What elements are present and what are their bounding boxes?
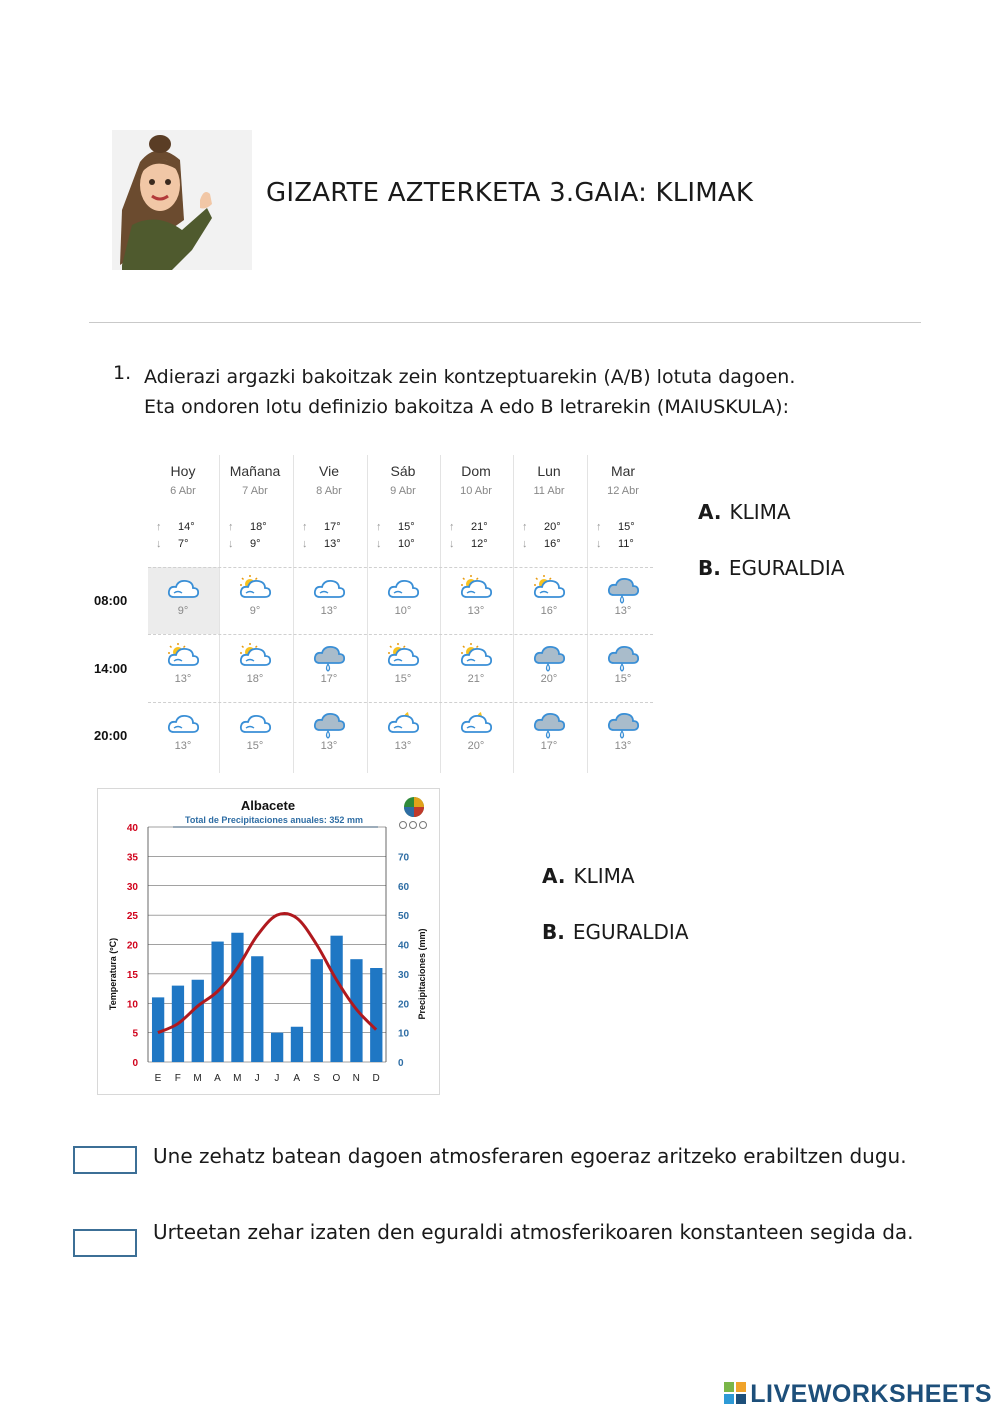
page-title: GIZARTE AZTERKETA 3.GAIA: KLIMAK [266,178,754,208]
rain-cloud-icon [606,709,640,739]
option-a-top [698,500,791,524]
forecast-cell [220,705,290,767]
max-temp: 17° [324,521,341,533]
min-temp: 7° [178,538,189,550]
max-temp: 20° [544,521,561,533]
precipitation-bar [370,968,382,1062]
option-letter: B. [698,556,721,580]
option-b-bottom [542,920,689,944]
rain-cloud-icon [532,709,566,739]
precipitation-bar [211,942,223,1062]
hour-temp: 20° [467,740,485,752]
precipitation-bar [192,980,204,1062]
max-temp: 21° [471,521,488,533]
forecast-day-header [441,463,511,497]
cloud-icon [166,574,200,604]
climate-chart-svg [98,789,439,1094]
forecast-cell [588,638,658,700]
y-tick-label: 20 [126,940,138,952]
min-arrow-icon: ↓ [596,538,602,550]
chart-ylabel: Temperatura (ºC) [108,937,118,1011]
precipitation-bar [271,1033,283,1062]
day-date: 9 Abr [390,485,416,497]
x-tick-label: A [293,1073,301,1084]
cloud-icon [312,574,346,604]
precipitation-bar [251,956,263,1062]
precipitation-bar [231,933,243,1062]
x-tick-label: F [174,1073,181,1084]
day-name: Hoy [170,463,196,479]
sun-cloud-icon [386,642,420,672]
question-line-1: Adierazi argazki bakoitzak zein kontzeptuarekin (A/B) lotuta dagoen. [144,366,796,388]
max-temp: 15° [398,521,415,533]
y2-tick-label: 0 [398,1058,404,1069]
day-date: 8 Abr [316,485,342,497]
y2-tick-label: 20 [398,999,410,1011]
max-arrow-icon: ↑ [449,521,455,533]
sun-cloud-icon [532,574,566,604]
precipitation-bar [311,959,323,1062]
hour-temp: 9° [177,605,189,617]
x-tick-label: J [274,1073,280,1084]
x-tick-label: N [352,1073,360,1084]
y2-tick-label: 60 [398,881,410,893]
rain-cloud-icon [532,642,566,672]
option-letter: A. [698,500,722,524]
hour-temp: 13° [467,605,485,617]
question-number: 1. [113,362,132,384]
forecast-day-header [514,463,584,497]
day-name: Lun [537,463,561,479]
y2-tick-label: 30 [398,969,410,981]
day-name: Mar [610,463,636,479]
max-arrow-icon: ↑ [156,521,162,533]
hour-temp: 13° [394,740,412,752]
max-arrow-icon: ↑ [376,521,382,533]
forecast-day-header [368,463,438,497]
option-letter: B. [542,920,565,944]
forecast-cell [148,570,218,632]
hour-temp: 15° [394,673,412,685]
forecast-cell [514,638,584,700]
hour-temp: 13° [174,673,192,685]
forecast-cell [220,570,290,632]
hour-temp: 17° [320,673,338,685]
forecast-cell [294,638,364,700]
y-tick-label: 10 [126,999,138,1011]
chart-y2label: Precipitaciones (mm) [417,928,427,1020]
hour-temp: 13° [614,605,632,617]
day-date: 11 Abr [533,485,565,497]
hour-temp: 13° [614,740,632,752]
moon-cloud-icon [459,709,493,739]
option-a-bottom [542,864,635,888]
day-temps [368,521,438,555]
min-arrow-icon: ↓ [522,538,528,550]
hour-temp: 13° [174,740,192,752]
row-divider [148,567,653,568]
y-tick-label: 30 [126,881,138,893]
min-arrow-icon: ↓ [156,538,162,550]
hour-temp: 15° [614,673,632,685]
forecast-cell [294,570,364,632]
question-line-2: Eta ondoren lotu definizio bakoitza A edo B letrarekin (MAIUSKULA): [144,396,789,418]
y-tick-label: 25 [126,911,138,923]
cloud-icon [238,709,272,739]
forecast-cell [368,705,438,767]
x-tick-label: S [313,1073,320,1084]
day-date: 7 Abr [242,485,268,497]
forecast-cell [514,705,584,767]
row-divider [148,702,653,703]
forecast-cell [588,705,658,767]
max-arrow-icon: ↑ [522,521,528,533]
time-label: 20:00 [94,728,128,743]
max-arrow-icon: ↑ [228,521,234,533]
day-date: 6 Abr [170,485,196,497]
sun-cloud-icon [238,642,272,672]
day-date: 12 Abr [607,485,639,497]
x-tick-label: A [214,1073,221,1084]
forecast-cell [441,638,511,700]
sun-cloud-icon [459,642,493,672]
forecast-cell [514,570,584,632]
forecast-day-header [588,463,658,497]
day-name: Dom [461,463,491,479]
hour-temp: 18° [246,673,264,685]
option-label: EGURALDIA [728,556,845,580]
x-tick-label: J [254,1073,260,1084]
temperature-line [158,913,376,1032]
day-temps [148,521,218,555]
chart-title: Albacete [240,798,296,813]
forecast-cell [294,705,364,767]
definition-2: Urteetan zehar izaten den eguraldi atmosferikoaren konstanteen segida da. [153,1220,914,1244]
y2-tick-label: 10 [398,1028,410,1040]
day-temps [588,521,658,555]
forecast-day-header [148,463,218,497]
x-tick-label: M [233,1073,242,1084]
precipitation-bar [291,1027,303,1062]
rain-cloud-icon [312,709,346,739]
sun-cloud-icon [238,574,272,604]
forecast-cell [588,570,658,632]
min-temp: 16° [544,538,561,550]
max-temp: 15° [618,521,635,533]
precipitation-bar [330,936,342,1062]
y-tick-label: 35 [126,852,138,864]
x-tick-label: O [332,1073,341,1084]
row-divider [148,634,653,635]
hour-temp: 10° [394,605,412,617]
min-temp: 9° [250,538,261,550]
y2-tick-label: 70 [398,852,410,864]
day-temps [294,521,364,555]
chart-subtitle: Total de Precipitaciones anuales: 352 mm [185,815,363,825]
avatar [112,130,252,270]
liveworksheets-logo [724,1380,992,1409]
cloud-icon [166,709,200,739]
hour-temp: 13° [320,740,338,752]
min-temp: 12° [471,538,488,550]
y-tick-label: 0 [132,1058,138,1069]
max-arrow-icon: ↑ [302,521,308,533]
time-label: 08:00 [94,593,128,608]
max-arrow-icon: ↑ [596,521,602,533]
option-label: KLIMA [573,864,635,888]
day-temps [514,521,584,555]
forecast-cell [148,705,218,767]
rain-cloud-icon [606,642,640,672]
day-temps [441,521,511,555]
min-arrow-icon: ↓ [228,538,234,550]
max-temp: 18° [250,521,267,533]
y2-tick-label: 50 [398,911,410,923]
y-tick-label: 40 [126,823,138,834]
option-letter: A. [542,864,566,888]
min-temp: 13° [324,538,341,550]
min-temp: 11° [618,538,634,550]
cloud-icon [386,574,420,604]
day-name: Sáb [390,463,416,479]
forecast-cell [441,705,511,767]
sun-cloud-icon [459,574,493,604]
definition-1: Une zehatz batean dagoen atmosferaren egoeraz aritzeko erabiltzen dugu. [153,1144,907,1168]
day-name: Mañana [229,463,281,479]
divider [89,322,921,323]
forecast-cell [368,638,438,700]
option-label: EGURALDIA [572,920,689,944]
question-text [144,362,934,422]
option-b-top [698,556,845,580]
climate-chart [97,788,440,1095]
forecast-cell [148,638,218,700]
y-tick-label: 15 [126,969,138,981]
hour-temp: 15° [246,740,264,752]
x-tick-label: M [193,1073,202,1084]
hour-temp: 20° [540,673,558,685]
forecast-cell [220,638,290,700]
answer-box-1[interactable] [73,1146,137,1174]
forecast-cell [441,570,511,632]
day-date: 10 Abr [460,485,492,497]
hour-temp: 17° [540,740,558,752]
weather-forecast-table [88,455,658,775]
min-temp: 10° [398,538,415,550]
moon-cloud-icon [386,709,420,739]
option-label: KLIMA [729,500,791,524]
forecast-cell [368,570,438,632]
chart-logo-icon [404,797,424,817]
y2-tick-label: 40 [398,940,410,952]
answer-box-2[interactable] [73,1229,137,1257]
license-icons [400,822,427,829]
rain-cloud-icon [606,574,640,604]
min-arrow-icon: ↓ [376,538,382,550]
min-arrow-icon: ↓ [449,538,455,550]
hour-temp: 9° [249,605,261,617]
forecast-day-header [294,463,364,497]
day-name: Vie [319,463,339,479]
min-arrow-icon: ↓ [302,538,308,550]
y-tick-label: 5 [132,1028,138,1040]
hour-temp: 16° [540,605,558,617]
logo-text: LIVEWORKSHEETS [750,1380,992,1408]
x-tick-label: D [372,1073,380,1084]
logo-icon [724,1382,746,1404]
sun-cloud-icon [166,642,200,672]
rain-cloud-icon [312,642,346,672]
max-temp: 14° [178,521,195,533]
hour-temp: 13° [320,605,338,617]
time-label: 14:00 [94,661,128,676]
hour-temp: 21° [467,673,485,685]
x-tick-label: E [154,1073,162,1084]
forecast-day-header [220,463,290,497]
day-temps [220,521,290,555]
